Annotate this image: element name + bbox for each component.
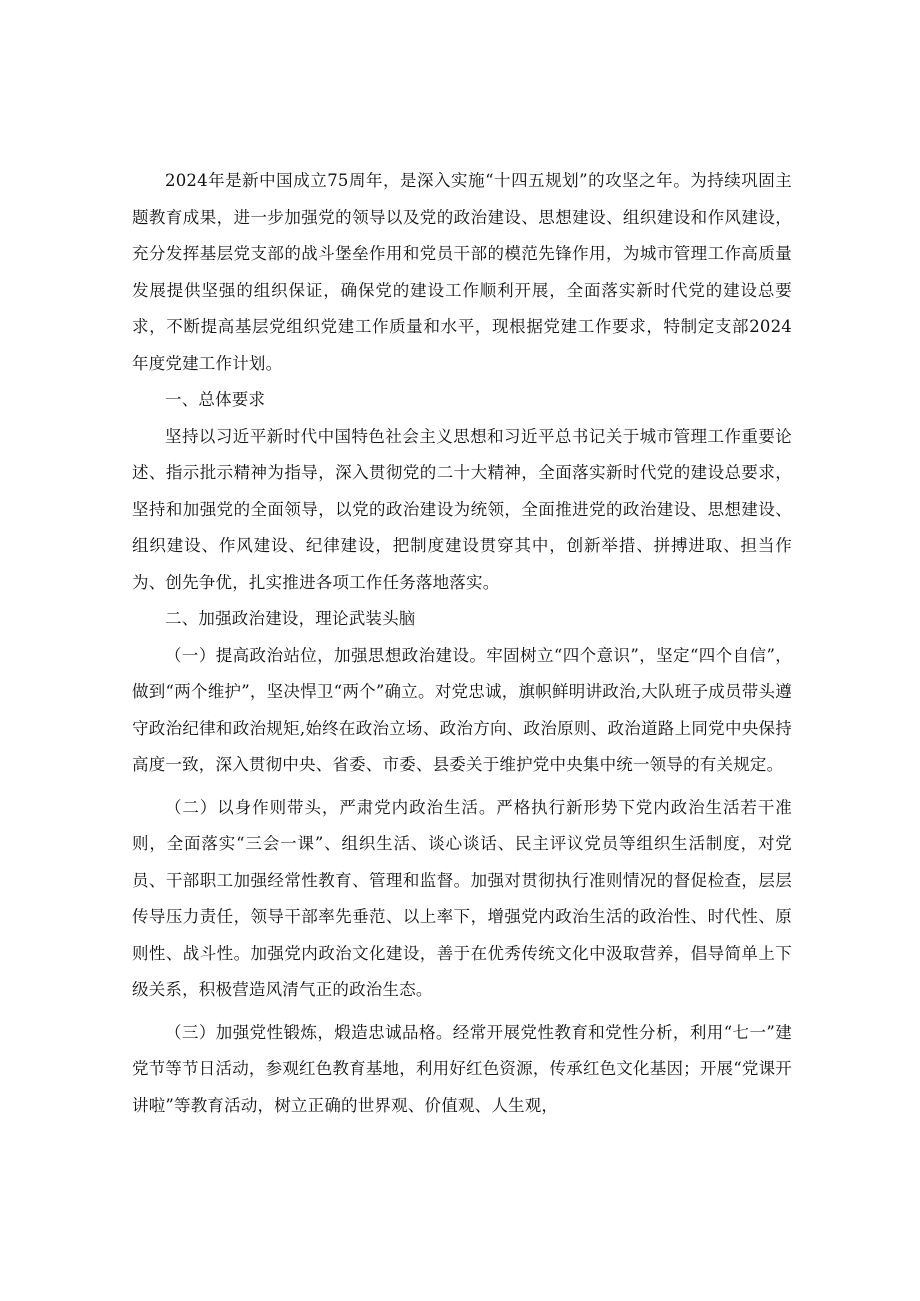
section-2-heading: 二、加强政治建设，理论武装头脑 [165, 609, 416, 628]
intro-paragraph: 2024年是新中国成立75周年，是深入实施“十四五规划”的攻坚之年。为持续巩固主题教育成果，进一步加强党的领导以及党的政治建设、思想建设、组织建设和作风建设，充分发挥基层党支部的战斗堡垒作用和党员干部的模范先锋作用，为城市管理工作高质量发展提供坚强的组织保证，确保党的建设工作顺利开展，全面落实新时代党的建设总要求，不断提高基层党组织党建工作质量和水平，现根据党建工作要求，特制定支部2024年度党建工作计划。 [132, 171, 792, 373]
section-1-heading: 一、总体要求 [165, 390, 266, 409]
document-body [132, 163, 792, 1124]
item-3-paragraph: （三）加强党性锻炼，煅造忠诚品格。经常开展党性教育和党性分析，利用“七一”建党节等节日活动，参观红色教育基地，利用好红色资源，传承红色文化基因；开展“党课开讲啦”等教育活动，树立正确的世界观、价值观、人生观， [132, 1022, 792, 1115]
section-1-paragraph: 坚持以习近平新时代中国特色社会主义思想和习近平总书记关于城市管理工作重要论述、指示批示精神为指导，深入贯彻党的二十大精神，全面落实新时代党的建设总要求，坚持和加强党的全面领导，以党的政治建设为统领，全面推进党的政治建设、思想建设、组织建设、作风建设、纪律建设，把制度建设贯穿其中，创新举措、拼搏进取、担当作为、创先争优，扎实推进各项工作任务落地落实。 [132, 426, 792, 592]
item-1-paragraph: （一）提高政治站位，加强思想政治建设。牢固树立“四个意识”，坚定“四个自信”，做到“两个维护”，坚决悍卫“两个”确立。对党忠诚，旗帜鲜明讲政治,大队班子成员带头遵守政治纪律和政治规矩,始终在政治立场、政治方向、政治原则、政治道路上同党中央保持高度一致，深入贯彻中央、省委、市委、县委关于维护党中央集中统一领导的有关规定。 [132, 645, 792, 774]
item-2-paragraph: （二）以身作则带头，严肃党内政治生活。严格执行新形势下党内政治生活若干准则，全面落实“三会一课”、组织生活、谈心谈话、民主评议党员等组织生活制度，对党员、干部职工加强经常性教育、管理和监督。加强对贯彻执行准则情况的督促检查，层层传导压力责任，领导干部率先垂范、以上率下，增强党内政治生活的政治性、时代性、原则性、战斗性。加强党内政治文化建设，善于在优秀传统文化中汲取营养，倡导简单上下级关系，积极营造风清气正的政治生态。 [132, 797, 792, 999]
